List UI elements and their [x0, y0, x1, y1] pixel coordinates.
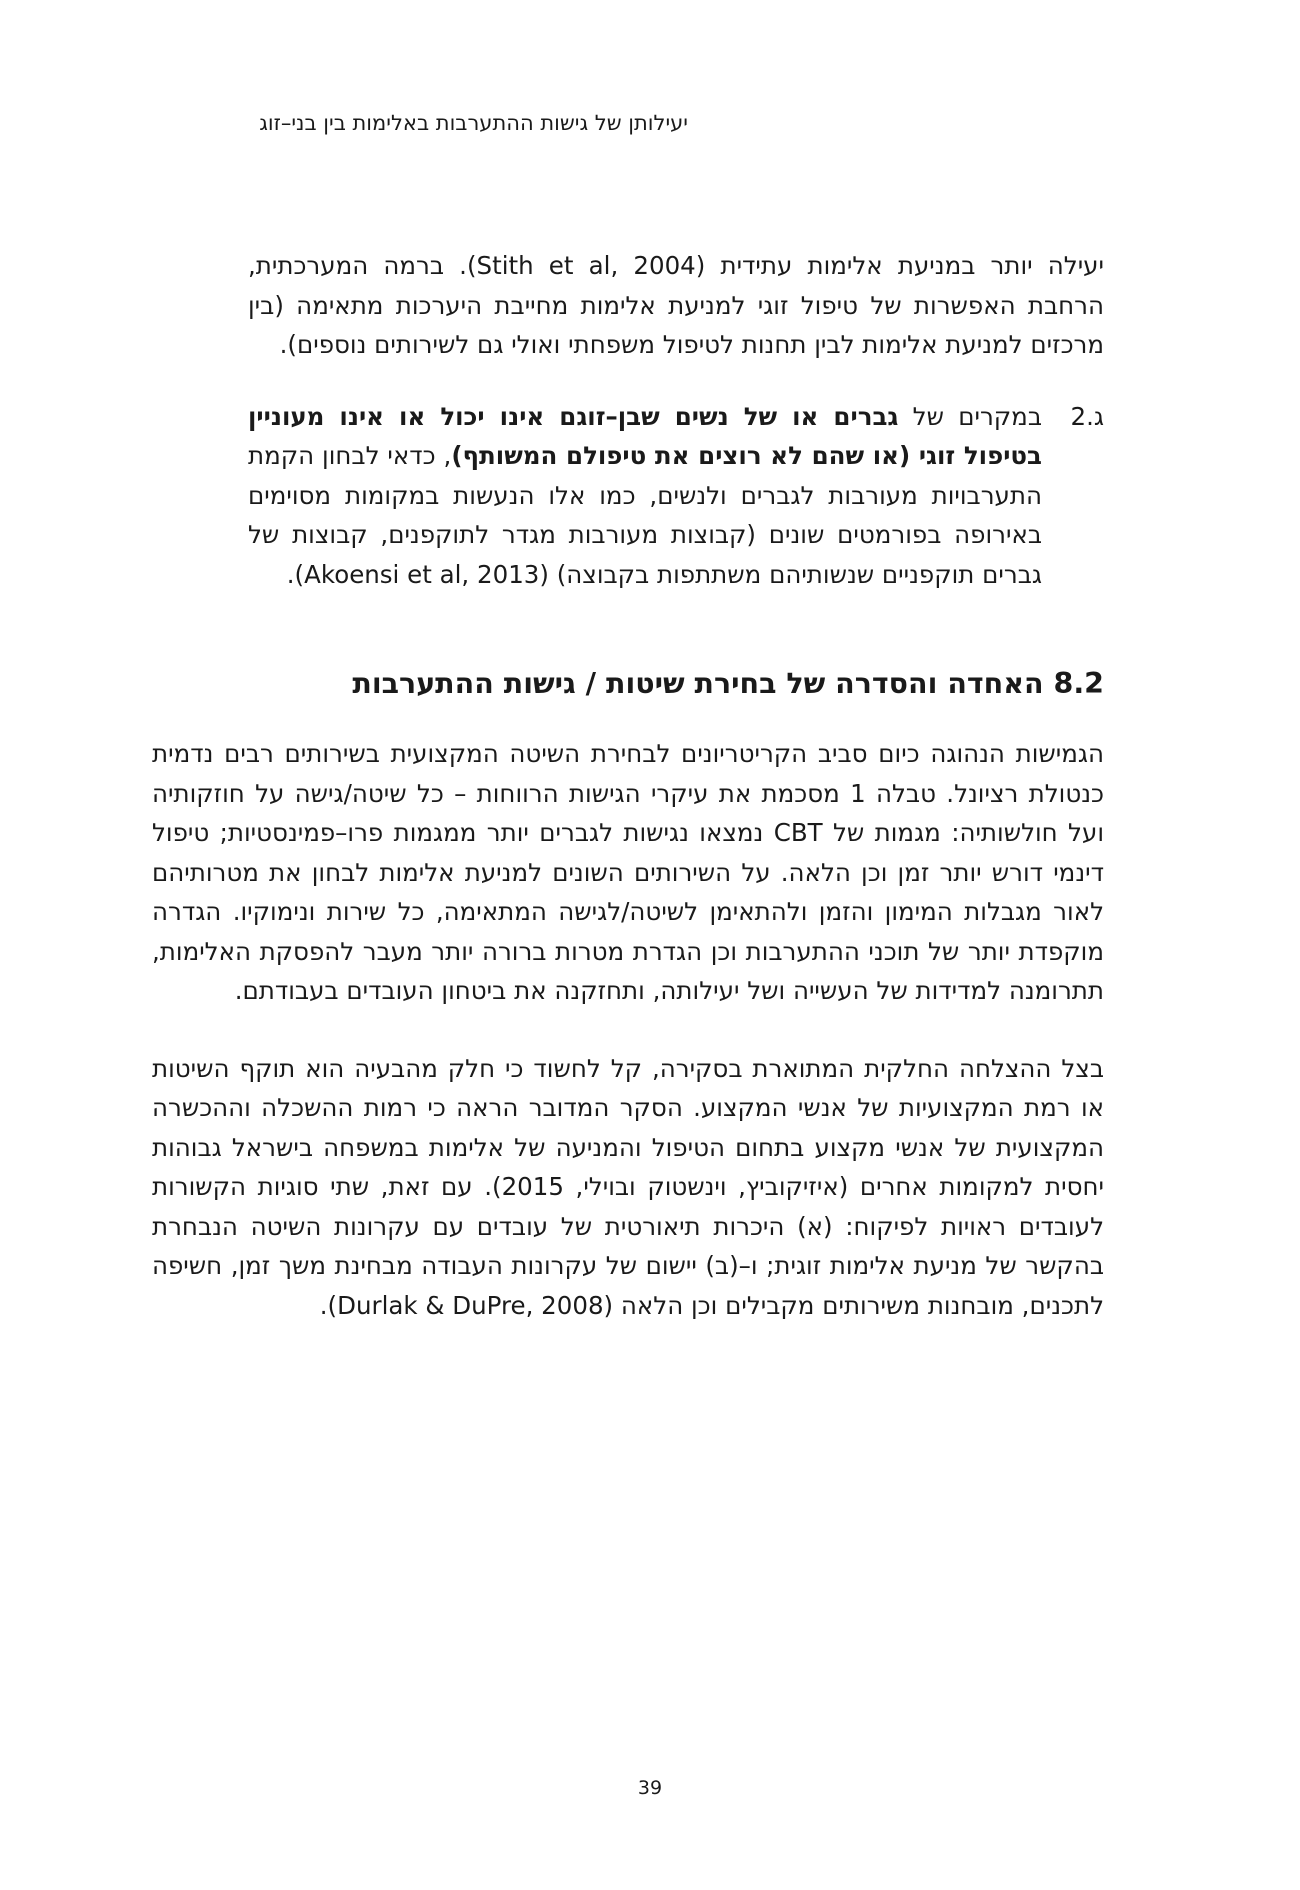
running-header: יעילותן של גישות ההתערבות באלימות בין בני–זוג: [259, 111, 688, 135]
list-item-bold: גברים או של נשים שבן–זוגם אינו יכול או אינו מעוניין בטיפול זוגי (או שהם לא רוצים את טיפולם המשותף): [248, 401, 1042, 470]
section-title: 8.2 האחדה והסדרה של בחירת שיטות / גישות ההתערבות: [352, 667, 1104, 700]
list-item-citation: Akoensi et al, 2013: [304, 559, 540, 589]
paragraph-methods-selection: [152, 734, 1104, 1011]
intro-citation: Stith et al, 2004: [476, 251, 696, 280]
list-item-g2: [248, 397, 1104, 595]
paragraph2-end: ).: [319, 1290, 338, 1320]
intro-text-before: יעילה יותר במניעת אלימות עתידית (: [695, 251, 1104, 280]
page-number: 39: [637, 1777, 663, 1799]
list-item-body: , כדאי לבחון הקמת התערבויות מעורבות לגברים ולנשים, כמו אלו הנעשות במקומות מסוימים באירופה בפורמטים שונים (קבוצות מעורבות מגדר לתוקפנים, קבוצות של גברים תוקפניים שנשותיהם משתתפות בקבוצה) (: [248, 441, 1042, 589]
list-marker: ג.2: [1070, 401, 1104, 431]
intro-text-after: ). ברמה המערכתית, הרחבת האפשרות של טיפול זוגי למניעת אלימות מחייבת היערכות מתאימה (בין מרכזים למניעת אלימות לבין תחנות לטיפול משפחתי ואולי גם לשירותים נוספים).: [248, 251, 1104, 359]
list-item-end: ).: [286, 559, 305, 589]
paragraph1-text-after: נמצאו נגישות לגברים יותר ממגמות פרו–פמינסטיות; טיפול דינמי דורש יותר זמן וכן הלאה. על השירותים השונים למניעת אלימות לבחון את מטרותיהם לאור מגבלות המימון והזמן ולהתאימן לשיטה/לגישה המתאימה, כל שירות ונימוקיו. הגדרה מוקפדת יותר של תוכני ההתערבות וכן הגדרת מטרות ברורה יותר מעבר להפסקת האלימות, תתרומנה למדידות של העשייה ושל יעילותה, ותחזקנה את ביטחון העובדים בעבודתם.: [152, 818, 1104, 1005]
paragraph1-acronym: CBT: [773, 818, 823, 847]
page-body: [152, 246, 1104, 1325]
paragraph2-text-before: בצל ההצלחה החלקית המתוארת בסקירה, קל לחשוד כי חלק מהבעיה הוא תוקף השיטות או רמת המקצועיות של אנשי המקצוע. הסקר המדובר הראה כי רמות ההשכלה וההכשרה המקצועית של אנשי מקצוע בתחום הטיפול והמניעה של אלימות במשפחה בישראל גבוהות יחסית למקומות אחרים (איזיקוביץ, וינשטוק ובוילי, 2015). עם זאת, שתי סוגיות הקשורות לעובדים ראויות לפיקוח: (א) היכרות תיאורטית של עובדים עם עקרונות השיטה הנבחרת בהקשר של מניעת אלימות זוגית; ו–(ב) יישום של עקרונות העבודה מבחינת משך זמן, חשיפה לתכנים, מובחנות משירותים מקבילים וכן הלאה (: [152, 1053, 1105, 1320]
list-item-lead: במקרים של: [898, 401, 1042, 431]
paragraph-professionalism: [152, 1049, 1104, 1326]
intro-paragraph: [248, 246, 1104, 365]
paragraph1-text-before: הגמישות הנהוגה כיום סביב הקריטריונים לבחירת השיטה המקצועית בשירותים רבים נדמית כנטולת רציונל. טבלה 1 מסכמת את עיקרי הגישות הרווחות – כל שיטה/גישה על חוזקותיה ועל חולשותיה: מגמות של: [152, 739, 1104, 847]
paragraph2-citation: Durlak & DuPre, 2008: [337, 1290, 604, 1320]
list-item-text: [248, 397, 1042, 595]
